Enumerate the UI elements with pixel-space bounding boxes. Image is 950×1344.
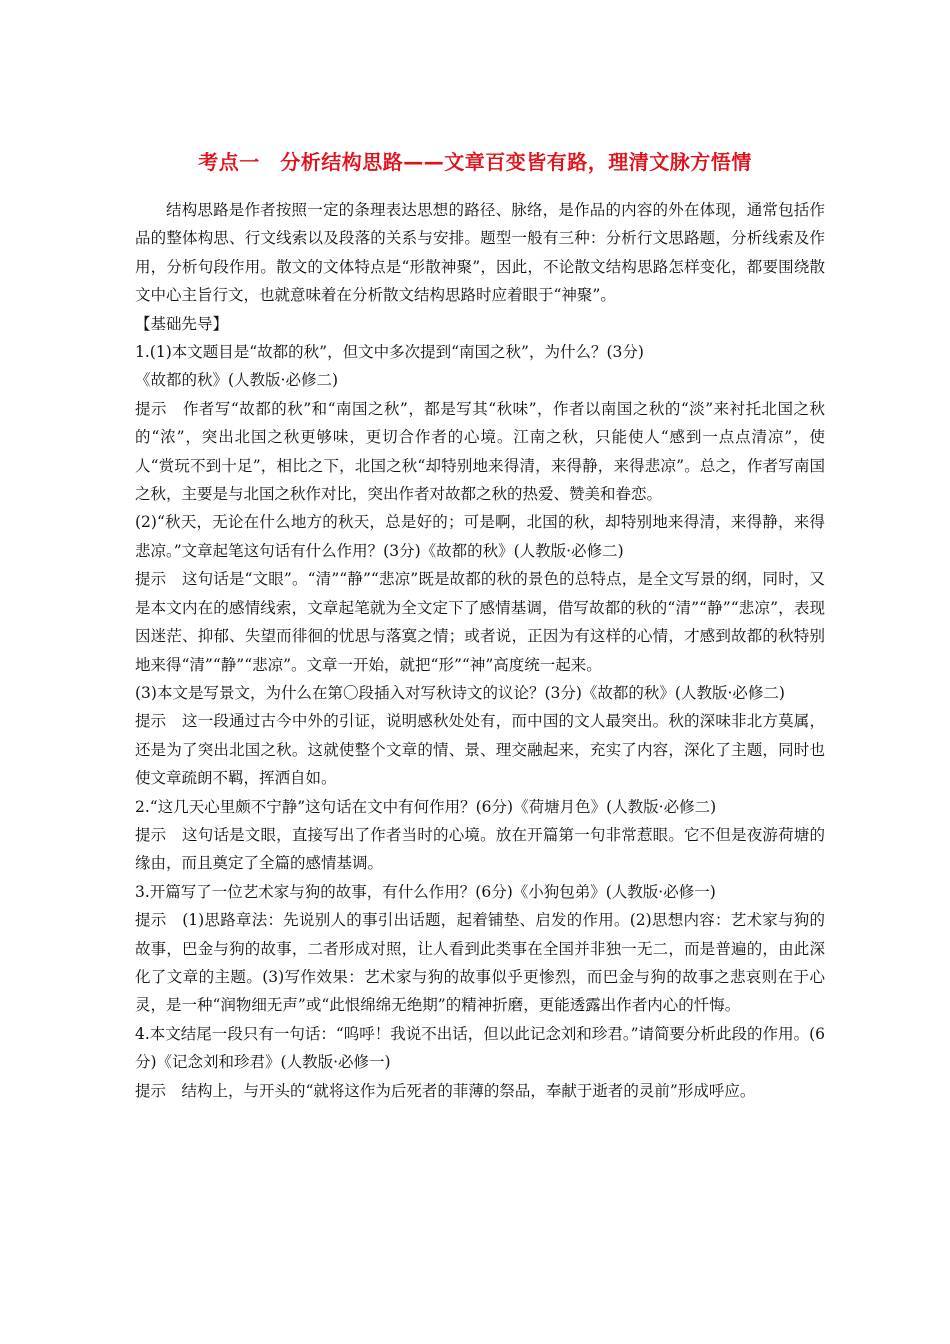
question-source: 《故都的秋》(人教版·必修二) — [135, 371, 339, 390]
question-1-1: 1.(1)本文题目是“故都的秋”，但文中多次提到“南国之秋”，为什么？(3分) — [135, 343, 644, 362]
question-4: 4.本文结尾一段只有一句话：“呜呼！我说不出话，但以此记念刘和珍君。”请简要分析此段的作用。(6分)《记念刘和珍君》(人教版·必修一) — [135, 1024, 825, 1072]
hint-1-2: 提示 这句话是“文眼”。“清”“静”“悲凉”既是故都的秋的景色的总特点，是全文写景的纲，同时，又是本文内在的感情线索，文章起笔就为全文定下了感情基调，借写故都的秋的“清”“静”“悲凉”，表现因迷茫、抑郁、失望而徘徊的忧思与落寞之情；或者说，正因为有这样的心情，才感到故都的秋特别地来得“清”“静”“悲凉”。文章一开始，就把“形”“神”高度统一起来。 — [135, 570, 825, 674]
question-1-2: (2)“秋天，无论在什么地方的秋天，总是好的；可是啊，北国的秋，却特别地来得清，来得静，来得悲凉。”文章起笔这句话有什么作用？(3分)《故都的秋》(人教版·必修二) — [135, 513, 825, 560]
hint-1-3: 提示 这一段通过古今中外的引证，说明感秋处处有，而中国的文人最突出。秋的深味非北方莫属，还是为了突出北国之秋。这就使整个文章的情、景、理交融起来，充实了内容，深化了主题，同时也使文章疏朗不羁，挥洒自如。 — [135, 712, 825, 788]
hint-3: 提示 (1)思路章法：先说别人的事引出话题，起着铺垫、启发的作用。(2)思想内容：艺术家与狗的故事，巴金与狗的故事，二者形成对照，让人看到此类事在全国并非独一无二，而是普遍的，由此深化了文章的主题。(3)写作效果：艺术家与狗的故事似乎更惨烈，而巴金与狗的故事之悲哀则在于心灵，是一种“润物细无声”或“此恨绵绵无绝期”的精神折磨，更能透露出作者内心的忏悔。 — [135, 911, 825, 1015]
page-title: 考点一 分析结构思路——文章百变皆有路，理清文脉方悟情 — [198, 150, 752, 174]
intro-paragraph: 结构思路是作者按照一定的条理表达思想的路径、脉络，是作品的内容的外在体现，通常包括作品的整体构思、行文线索以及段落的关系与安排。题型一般有三种：分析行文思路题，分析线索及作用，分析句段作用。散文的文体特点是“形散神聚”，因此，不论散文结构思路怎样变化，都要围绕散文中心主旨行文，也就意味着在分析散文结构思路时应着眼于“神聚”。 — [135, 201, 825, 305]
question-3: 3.开篇写了一位艺术家与狗的故事，有什么作用？(6分)《小狗包弟》(人教版·必修一) — [135, 882, 716, 901]
hint-2: 提示 这句话是文眼，直接写出了作者当时的心境。放在开篇第一句非常惹眼。它不但是夜游荷塘的缘由，而且奠定了全篇的感情基调。 — [135, 825, 825, 873]
question-1-3: (3)本文是写景文，为什么在第〇段插入对写秋诗文的议论？(3分)《故都的秋》(人教版·必修二) — [135, 683, 785, 702]
hint-4: 提示 结构上，与开头的“就将这作为后死者的菲薄的祭品，奉献于逝者的灵前”形成呼应。 — [135, 1081, 756, 1100]
document-body — [135, 196, 825, 1105]
hint-1-1: 提示 作者写“故都的秋”和“南国之秋”，都是写其“秋味”，作者以南国之秋的“淡”来衬托北国之秋的“浓”，突出北国之秋更够味，更切合作者的心境。江南之秋，只能使人“感到一点点清凉”，使人“赏玩不到十足”，相比之下，北国之秋“却特别地来得清，来得静，来得悲凉”。总之，作者写南国之秋，主要是与北国之秋作对比，突出作者对故都之秋的热爱、赞美和眷恋。 — [135, 399, 825, 504]
section-heading: 【基础先导】 — [135, 314, 229, 333]
question-2: 2.“这几天心里颇不宁静”这句话在文中有何作用？(6分)《荷塘月色》(人教版·必修二) — [135, 797, 717, 816]
